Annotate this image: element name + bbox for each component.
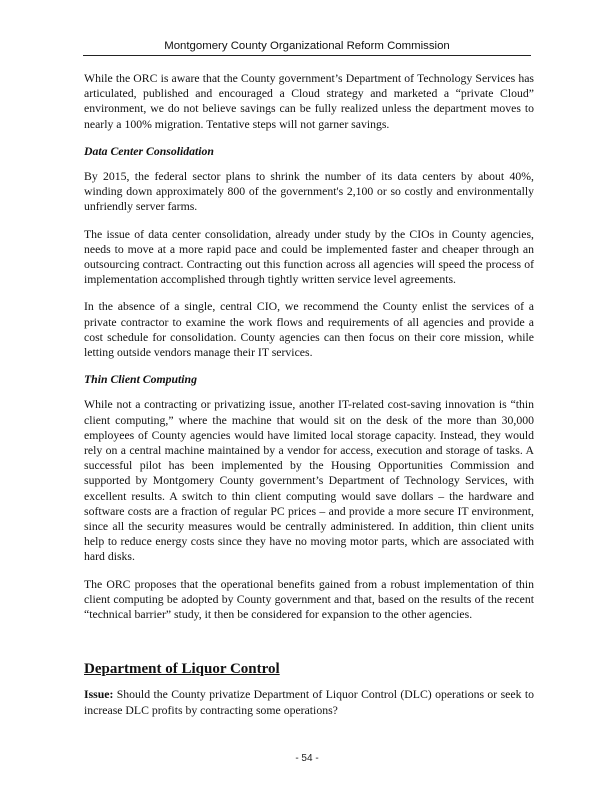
paragraph-thin-client: While not a contracting or privatizing issue, another IT-related cost-saving innovation is “thin client computing,” where the machine that would sit on the desk of the more than 30,000 employees of County agencies would have limited local storage capacity. Instead, they would rely on a central machine maintained by a vendor for access, execution and storage of tasks. A successful pilot has been implemented by the Housing Opportunities Commission and supported by Montgomery County government’s Department of Technology Services, with excellent results. A switch to thin client computing would save dollars – the hardware and software costs are a fraction of regular PC prices – and provide a more secure IT environment, since all the security measures would be centrally administered. In addition, thin client units help to reduce energy costs since they have no moving motor parts, which are associated with hard disks. [84, 398, 534, 564]
issue-text: Should the County privatize Department of Liquor Control (DLC) operations or seek to increase DLC profits by contracting some operations? [84, 688, 534, 717]
department-heading-liquor-control: Department of Liquor Control [84, 661, 280, 678]
document-body [84, 71, 534, 730]
section-heading-thin-client: Thin Client Computing [84, 373, 197, 387]
paragraph-consolidation-issue: The issue of data center consolidation, already under study by the CIOs in County agencies, needs to move at a more rapid pace and could be implemented faster and cheaper through an outsourcing contract. Contracting out this function across all agencies will speed the process of implementation accomplished through tightly written service level agreements. [84, 227, 534, 287]
section-heading-data-center: Data Center Consolidation [84, 144, 214, 158]
header-divider [83, 55, 531, 56]
paragraph-federal-data-centers: By 2015, the federal sector plans to shrink the number of its data centers by about 40%, winding down approximately 800 of the government's 2,100 or so costly and environmentally unfriendly server farms. [84, 170, 534, 214]
paragraph-orc-proposal: The ORC proposes that the operational benefits gained from a robust implementation of thin client computing be adopted by County government and that, based on the results of the recent “technical barrier” study, it then be considered for expansion to the other agencies. [84, 577, 534, 622]
page-header-title: Montgomery County Organizational Reform Commission [164, 40, 450, 52]
page-number: - 54 - [295, 753, 319, 764]
issue-paragraph [84, 687, 534, 717]
paragraph-cloud-strategy: While the ORC is aware that the County government’s Department of Technology Services has articulated, published and encouraged a Cloud strategy and marketed a “private Cloud” environment, we do not believe savings can be fully realized unless the department moves to nearly a 100% migration. Tentative steps will not garner savings. [84, 72, 534, 131]
issue-label: Issue: [84, 688, 114, 702]
paragraph-cio-recommendation: In the absence of a single, central CIO, we recommend the County enlist the services of a private contractor to examine the work flows and requirements of all agencies and provide a cost schedule for consolidation. County agencies can then focus on their core mission, while letting outside vendors manage their IT services. [84, 300, 534, 360]
